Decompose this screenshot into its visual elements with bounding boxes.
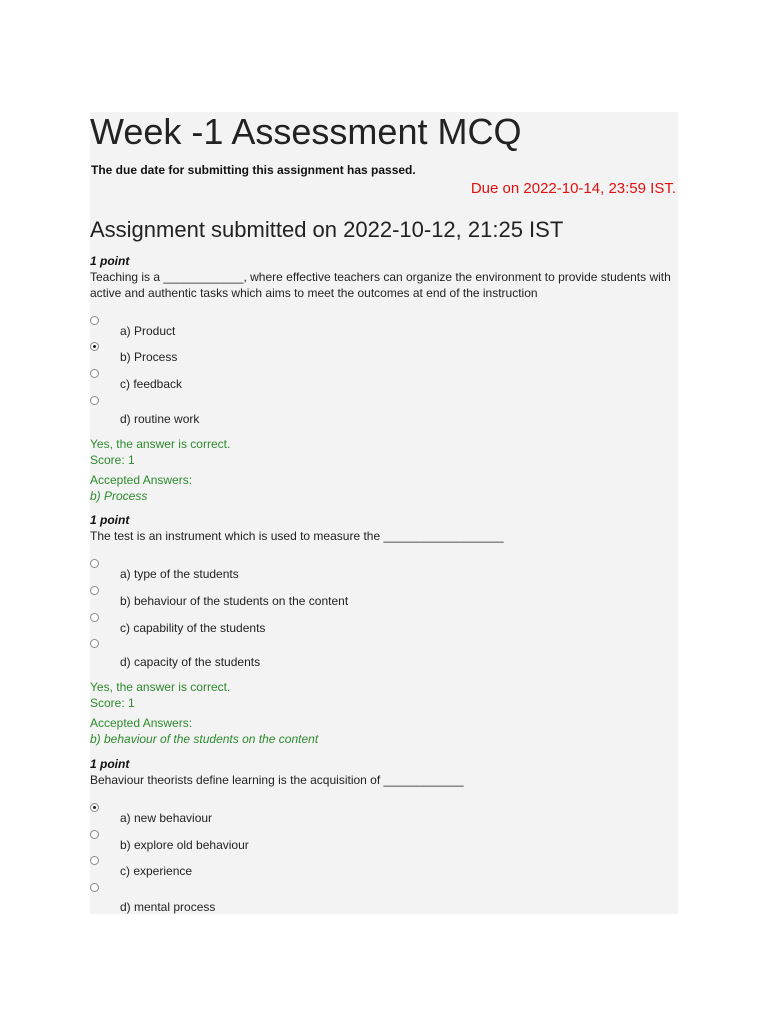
question-text: Teaching is a ____________, where effective teachers can organize the environment to provide students with active and authentic tasks which aims to meet the outcomes at end of the instruction <box>90 270 671 300</box>
page-title: Week -1 Assessment MCQ <box>90 112 522 152</box>
radio-button[interactable] <box>90 369 99 378</box>
option-label: a) new behaviour <box>120 811 213 825</box>
radio-button[interactable] <box>90 396 99 405</box>
option-2d[interactable] <box>90 639 490 669</box>
option-2c[interactable] <box>90 613 490 633</box>
radio-button[interactable] <box>90 830 99 839</box>
question-text: Behaviour theorists define learning is the acquisition of ____________ <box>90 773 464 787</box>
question-1 <box>90 254 678 301</box>
result-text: Yes, the answer is correct. <box>90 437 231 451</box>
score-text: Score: 1 <box>90 453 135 467</box>
option-3c[interactable] <box>90 856 490 876</box>
due-date: Due on 2022-10-14, 23:59 IST. <box>470 180 676 197</box>
accepted-answers-label: Accepted Answers: <box>90 473 193 487</box>
radio-button[interactable] <box>90 883 99 892</box>
option-label: b) Process <box>120 350 178 364</box>
option-label: d) capacity of the students <box>120 655 261 669</box>
radio-button[interactable] <box>90 856 99 865</box>
option-label: d) mental process <box>120 900 216 914</box>
option-1c[interactable] <box>90 369 490 389</box>
option-label: b) explore old behaviour <box>120 838 249 852</box>
option-2b[interactable] <box>90 586 490 606</box>
accepted-answers-label: Accepted Answers: <box>90 716 193 730</box>
option-label: c) capability of the students <box>120 621 266 635</box>
option-label: c) experience <box>120 864 193 878</box>
question-points: 1 point <box>90 254 130 268</box>
question-1-feedback <box>90 436 230 504</box>
question-3 <box>90 757 678 788</box>
option-label: d) routine work <box>120 412 200 426</box>
question-2-feedback <box>90 679 318 747</box>
radio-button[interactable] <box>90 559 99 568</box>
option-1a[interactable] <box>90 316 490 336</box>
score-text: Score: 1 <box>90 696 135 710</box>
option-label: a) Product <box>120 324 176 338</box>
question-points: 1 point <box>90 513 130 527</box>
option-label: b) behaviour of the students on the content <box>120 594 349 608</box>
submitted-timestamp: Assignment submitted on 2022-10-12, 21:25 IST <box>90 217 564 242</box>
radio-button[interactable] <box>90 316 99 325</box>
accepted-answer: b) behaviour of the students on the content <box>90 732 319 746</box>
accepted-answer: b) Process <box>90 489 148 503</box>
option-label: a) type of the students <box>120 567 239 581</box>
radio-button[interactable] <box>90 639 99 648</box>
option-3d[interactable] <box>90 883 490 914</box>
option-label: c) feedback <box>120 377 183 391</box>
option-3a[interactable] <box>90 803 490 823</box>
radio-button[interactable] <box>90 613 99 622</box>
radio-button-selected[interactable] <box>90 803 99 812</box>
question-2 <box>90 513 678 544</box>
option-2a[interactable] <box>90 559 490 579</box>
due-passed-notice: The due date for submitting this assignment has passed. <box>91 163 416 177</box>
radio-button[interactable] <box>90 586 99 595</box>
question-points: 1 point <box>90 757 130 771</box>
option-1b[interactable] <box>90 342 490 362</box>
result-text: Yes, the answer is correct. <box>90 680 231 694</box>
radio-button-selected[interactable] <box>90 342 99 351</box>
option-3b[interactable] <box>90 830 490 850</box>
assessment-panel <box>90 112 678 914</box>
question-text: The test is an instrument which is used to measure the __________________ <box>90 529 504 543</box>
option-1d[interactable] <box>90 396 490 426</box>
